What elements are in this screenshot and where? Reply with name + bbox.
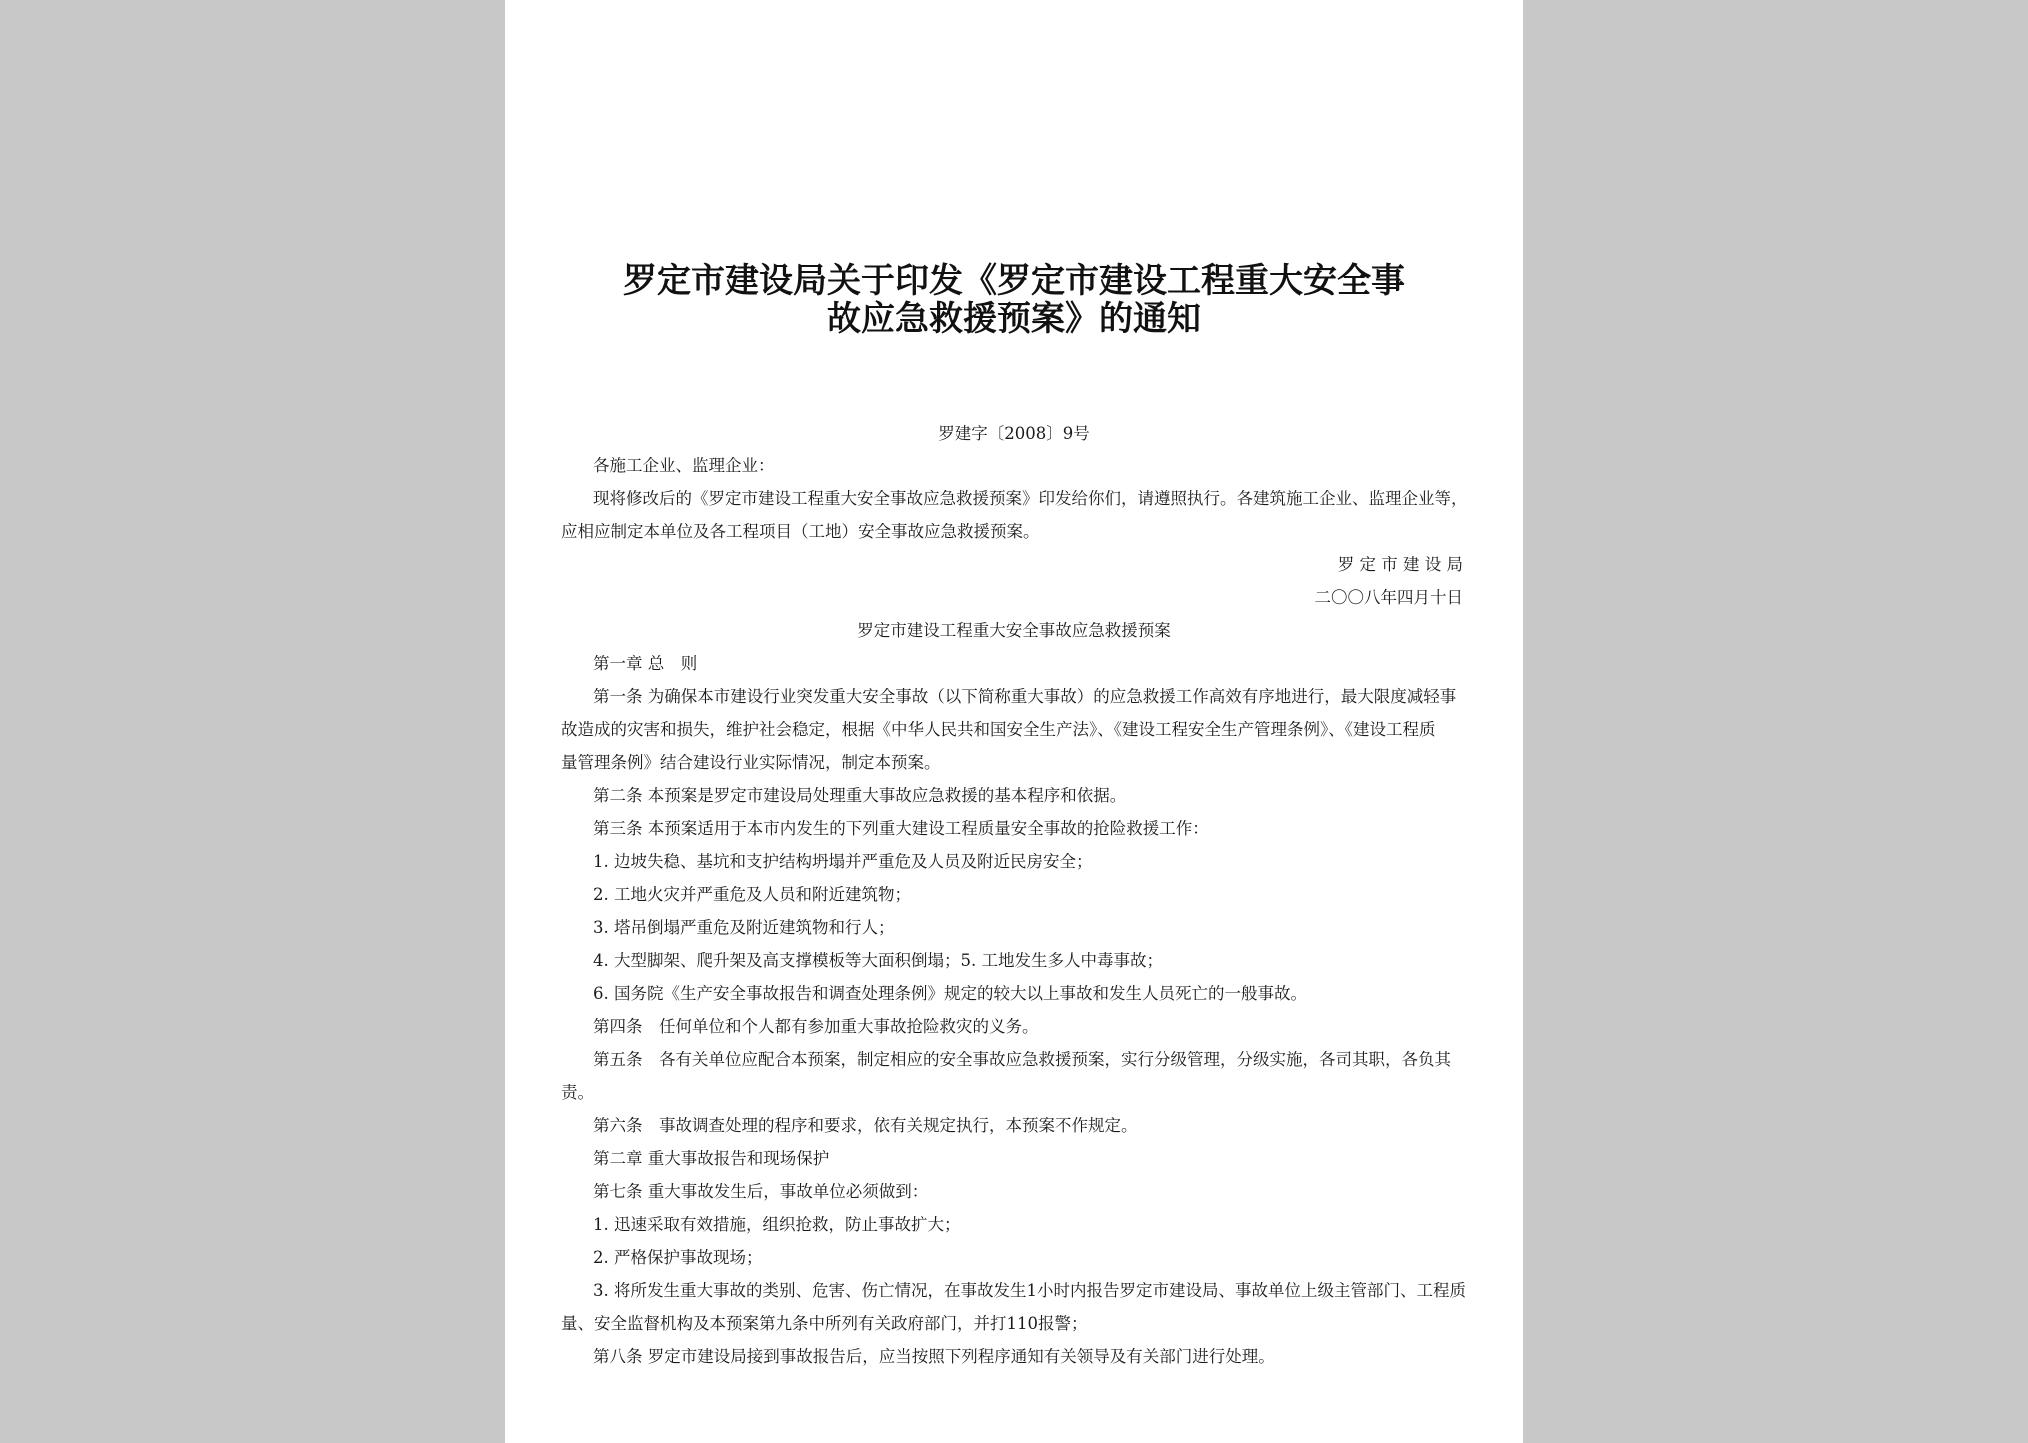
doc-number: 罗建字〔2008〕9号 <box>938 424 1090 443</box>
body-line: 第五条 各有关单位应配合本预案，制定相应的安全事故应急救援预案，实行分级管理，分级实施，各司其职，各负其 <box>593 1050 1451 1069</box>
document-page <box>505 0 1523 1443</box>
body-line: 1. 迅速采取有效措施，组织抢救，防止事故扩大； <box>593 1215 961 1234</box>
body-line: 2. 工地火灾并严重危及人员和附近建筑物； <box>593 885 911 904</box>
body-line: 第八条 罗定市建设局接到事故报告后，应当按照下列程序通知有关领导及有关部门进行处理。 <box>593 1347 1275 1366</box>
body-line: 第二章 重大事故报告和现场保护 <box>593 1149 830 1168</box>
addressee: 各施工企业、监理企业： <box>593 456 775 475</box>
signer: 罗 定 市 建 设 局 <box>1337 555 1463 574</box>
body-line: 3. 将所发生重大事故的类别、危害、伤亡情况，在事故发生1小时内报告罗定市建设局、事故单位上级主管部门、工程质 <box>593 1281 1466 1300</box>
date: 二〇〇八年四月十日 <box>1314 588 1463 607</box>
body-line: 第一章 总 则 <box>593 654 698 673</box>
plan-title: 罗定市建设工程重大安全事故应急救援预案 <box>857 621 1171 640</box>
body-line: 6. 国务院《生产安全事故报告和调查处理条例》规定的较大以上事故和发生人员死亡的一般事故。 <box>593 984 1307 1003</box>
body-line: 第一条 为确保本市建设行业突发重大安全事故（以下简称重大事故）的应急救援工作高效有序地进行，最大限度减轻事 <box>593 687 1457 706</box>
body-line: 第二条 本预案是罗定市建设局处理重大事故应急救援的基本程序和依据。 <box>593 786 1127 805</box>
body-line: 1. 边坡失稳、基坑和支护结构坍塌并严重危及人员及附近民房安全； <box>593 852 1093 871</box>
body-line: 3. 塔吊倒塌严重危及附近建筑物和行人； <box>593 918 895 937</box>
body-line: 量、安全监督机构及本预案第九条中所列有关政府部门，并打110报警； <box>561 1314 1088 1333</box>
body-line: 第七条 重大事故发生后，事故单位必须做到： <box>593 1182 929 1201</box>
document-title <box>505 262 1523 338</box>
body-line: 责。 <box>561 1083 594 1102</box>
body-line: 2. 严格保护事故现场； <box>593 1248 763 1267</box>
intro-line-1: 现将修改后的《罗定市建设工程重大安全事故应急救援预案》印发给你们，请遵照执行。各建筑施工企业、监理企业等， <box>593 489 1468 508</box>
body-line: 量管理条例》结合建设行业实际情况，制定本预案。 <box>561 753 941 772</box>
body-line: 第三条 本预案适用于本市内发生的下列重大建设工程质量安全事故的抢险救援工作： <box>593 819 1209 838</box>
title-line-1: 罗定市建设局关于印发《罗定市建设工程重大安全事 <box>623 261 1405 301</box>
title-line-2: 故应急救援预案》的通知 <box>827 299 1201 339</box>
body-line: 第四条 任何单位和个人都有参加重大事故抢险救灾的义务。 <box>593 1017 1039 1036</box>
body-line: 故造成的灾害和损失，维护社会稳定，根据《中华人民共和国安全生产法》、《建设工程安全生产管理条例》、《建设工程质 <box>561 720 1436 739</box>
body-line: 4. 大型脚架、爬升架及高支撑模板等大面积倒塌；5. 工地发生多人中毒事故； <box>593 951 1163 970</box>
body-line: 第六条 事故调查处理的程序和要求，依有关规定执行，本预案不作规定。 <box>593 1116 1138 1135</box>
intro-line-2: 应相应制定本单位及各工程项目（工地）安全事故应急救援预案。 <box>561 522 1040 541</box>
